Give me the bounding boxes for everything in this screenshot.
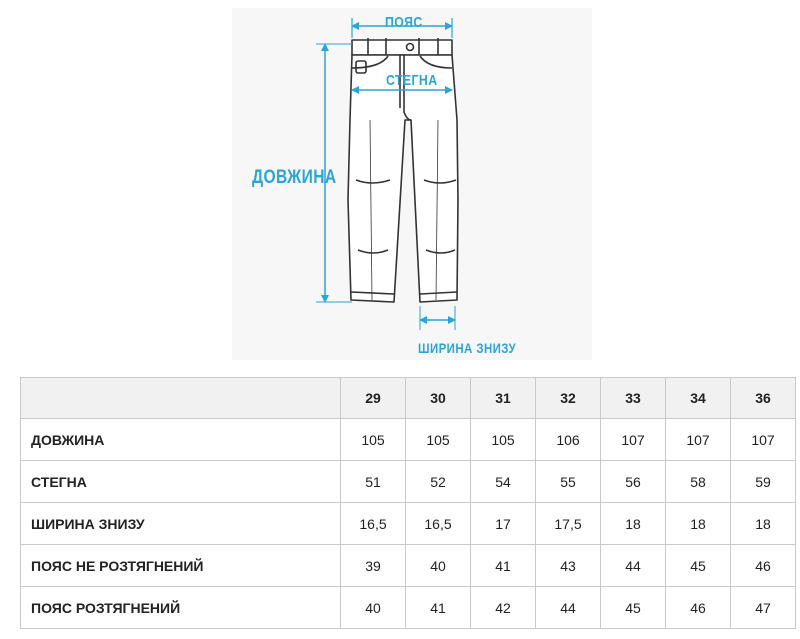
table-cell: 46 bbox=[731, 545, 796, 587]
table-cell: 58 bbox=[666, 461, 731, 503]
table-cell: 54 bbox=[471, 461, 536, 503]
table-cell: 40 bbox=[406, 545, 471, 587]
table-row bbox=[21, 587, 796, 629]
size-header-cell: 36 bbox=[731, 378, 796, 419]
table-cell: 45 bbox=[666, 545, 731, 587]
table-cell: 106 bbox=[536, 419, 601, 461]
table-cell: 46 bbox=[666, 587, 731, 629]
table-cell: 17,5 bbox=[536, 503, 601, 545]
table-cell: 41 bbox=[406, 587, 471, 629]
table-cell: 55 bbox=[536, 461, 601, 503]
row-label: ПОЯС НЕ РОЗТЯГНЕНИЙ bbox=[21, 545, 341, 587]
size-header-row bbox=[21, 378, 796, 419]
table-cell: 40 bbox=[341, 587, 406, 629]
table-cell: 39 bbox=[341, 545, 406, 587]
table-cell: 107 bbox=[666, 419, 731, 461]
table-cell: 105 bbox=[341, 419, 406, 461]
size-header-cell: 34 bbox=[666, 378, 731, 419]
size-header-cell: 30 bbox=[406, 378, 471, 419]
table-cell: 43 bbox=[536, 545, 601, 587]
table-cell: 105 bbox=[406, 419, 471, 461]
row-label: СТЕГНА bbox=[21, 461, 341, 503]
table-row bbox=[21, 419, 796, 461]
table-cell: 41 bbox=[471, 545, 536, 587]
table-cell: 18 bbox=[731, 503, 796, 545]
size-header-cell: 29 bbox=[341, 378, 406, 419]
table-cell: 18 bbox=[601, 503, 666, 545]
size-header-cell: 31 bbox=[471, 378, 536, 419]
bottom-width-label: ШИРИНА ЗНИЗУ bbox=[418, 340, 517, 356]
table-cell: 17 bbox=[471, 503, 536, 545]
table-cell: 16,5 bbox=[341, 503, 406, 545]
table-row bbox=[21, 461, 796, 503]
row-label: ПОЯС РОЗТЯГНЕНИЙ bbox=[21, 587, 341, 629]
table-cell: 105 bbox=[471, 419, 536, 461]
row-label: ДОВЖИНА bbox=[21, 419, 341, 461]
size-table bbox=[20, 377, 796, 629]
table-cell: 51 bbox=[341, 461, 406, 503]
table-cell: 47 bbox=[731, 587, 796, 629]
table-cell: 18 bbox=[666, 503, 731, 545]
row-label: ШИРИНА ЗНИЗУ bbox=[21, 503, 341, 545]
size-header-cell: 32 bbox=[536, 378, 601, 419]
hips-label: СТЕГНА bbox=[386, 72, 438, 89]
size-header-cell: 33 bbox=[601, 378, 666, 419]
waist-label: ПОЯС bbox=[385, 14, 423, 31]
table-cell: 16,5 bbox=[406, 503, 471, 545]
table-cell: 52 bbox=[406, 461, 471, 503]
table-cell: 45 bbox=[601, 587, 666, 629]
table-row bbox=[21, 503, 796, 545]
table-cell: 107 bbox=[601, 419, 666, 461]
header-corner-cell bbox=[21, 378, 341, 419]
table-cell: 107 bbox=[731, 419, 796, 461]
table-row bbox=[21, 545, 796, 587]
length-label: ДОВЖИНА bbox=[252, 167, 337, 188]
table-cell: 56 bbox=[601, 461, 666, 503]
table-cell: 42 bbox=[471, 587, 536, 629]
table-cell: 44 bbox=[536, 587, 601, 629]
table-cell: 44 bbox=[601, 545, 666, 587]
table-cell: 59 bbox=[731, 461, 796, 503]
